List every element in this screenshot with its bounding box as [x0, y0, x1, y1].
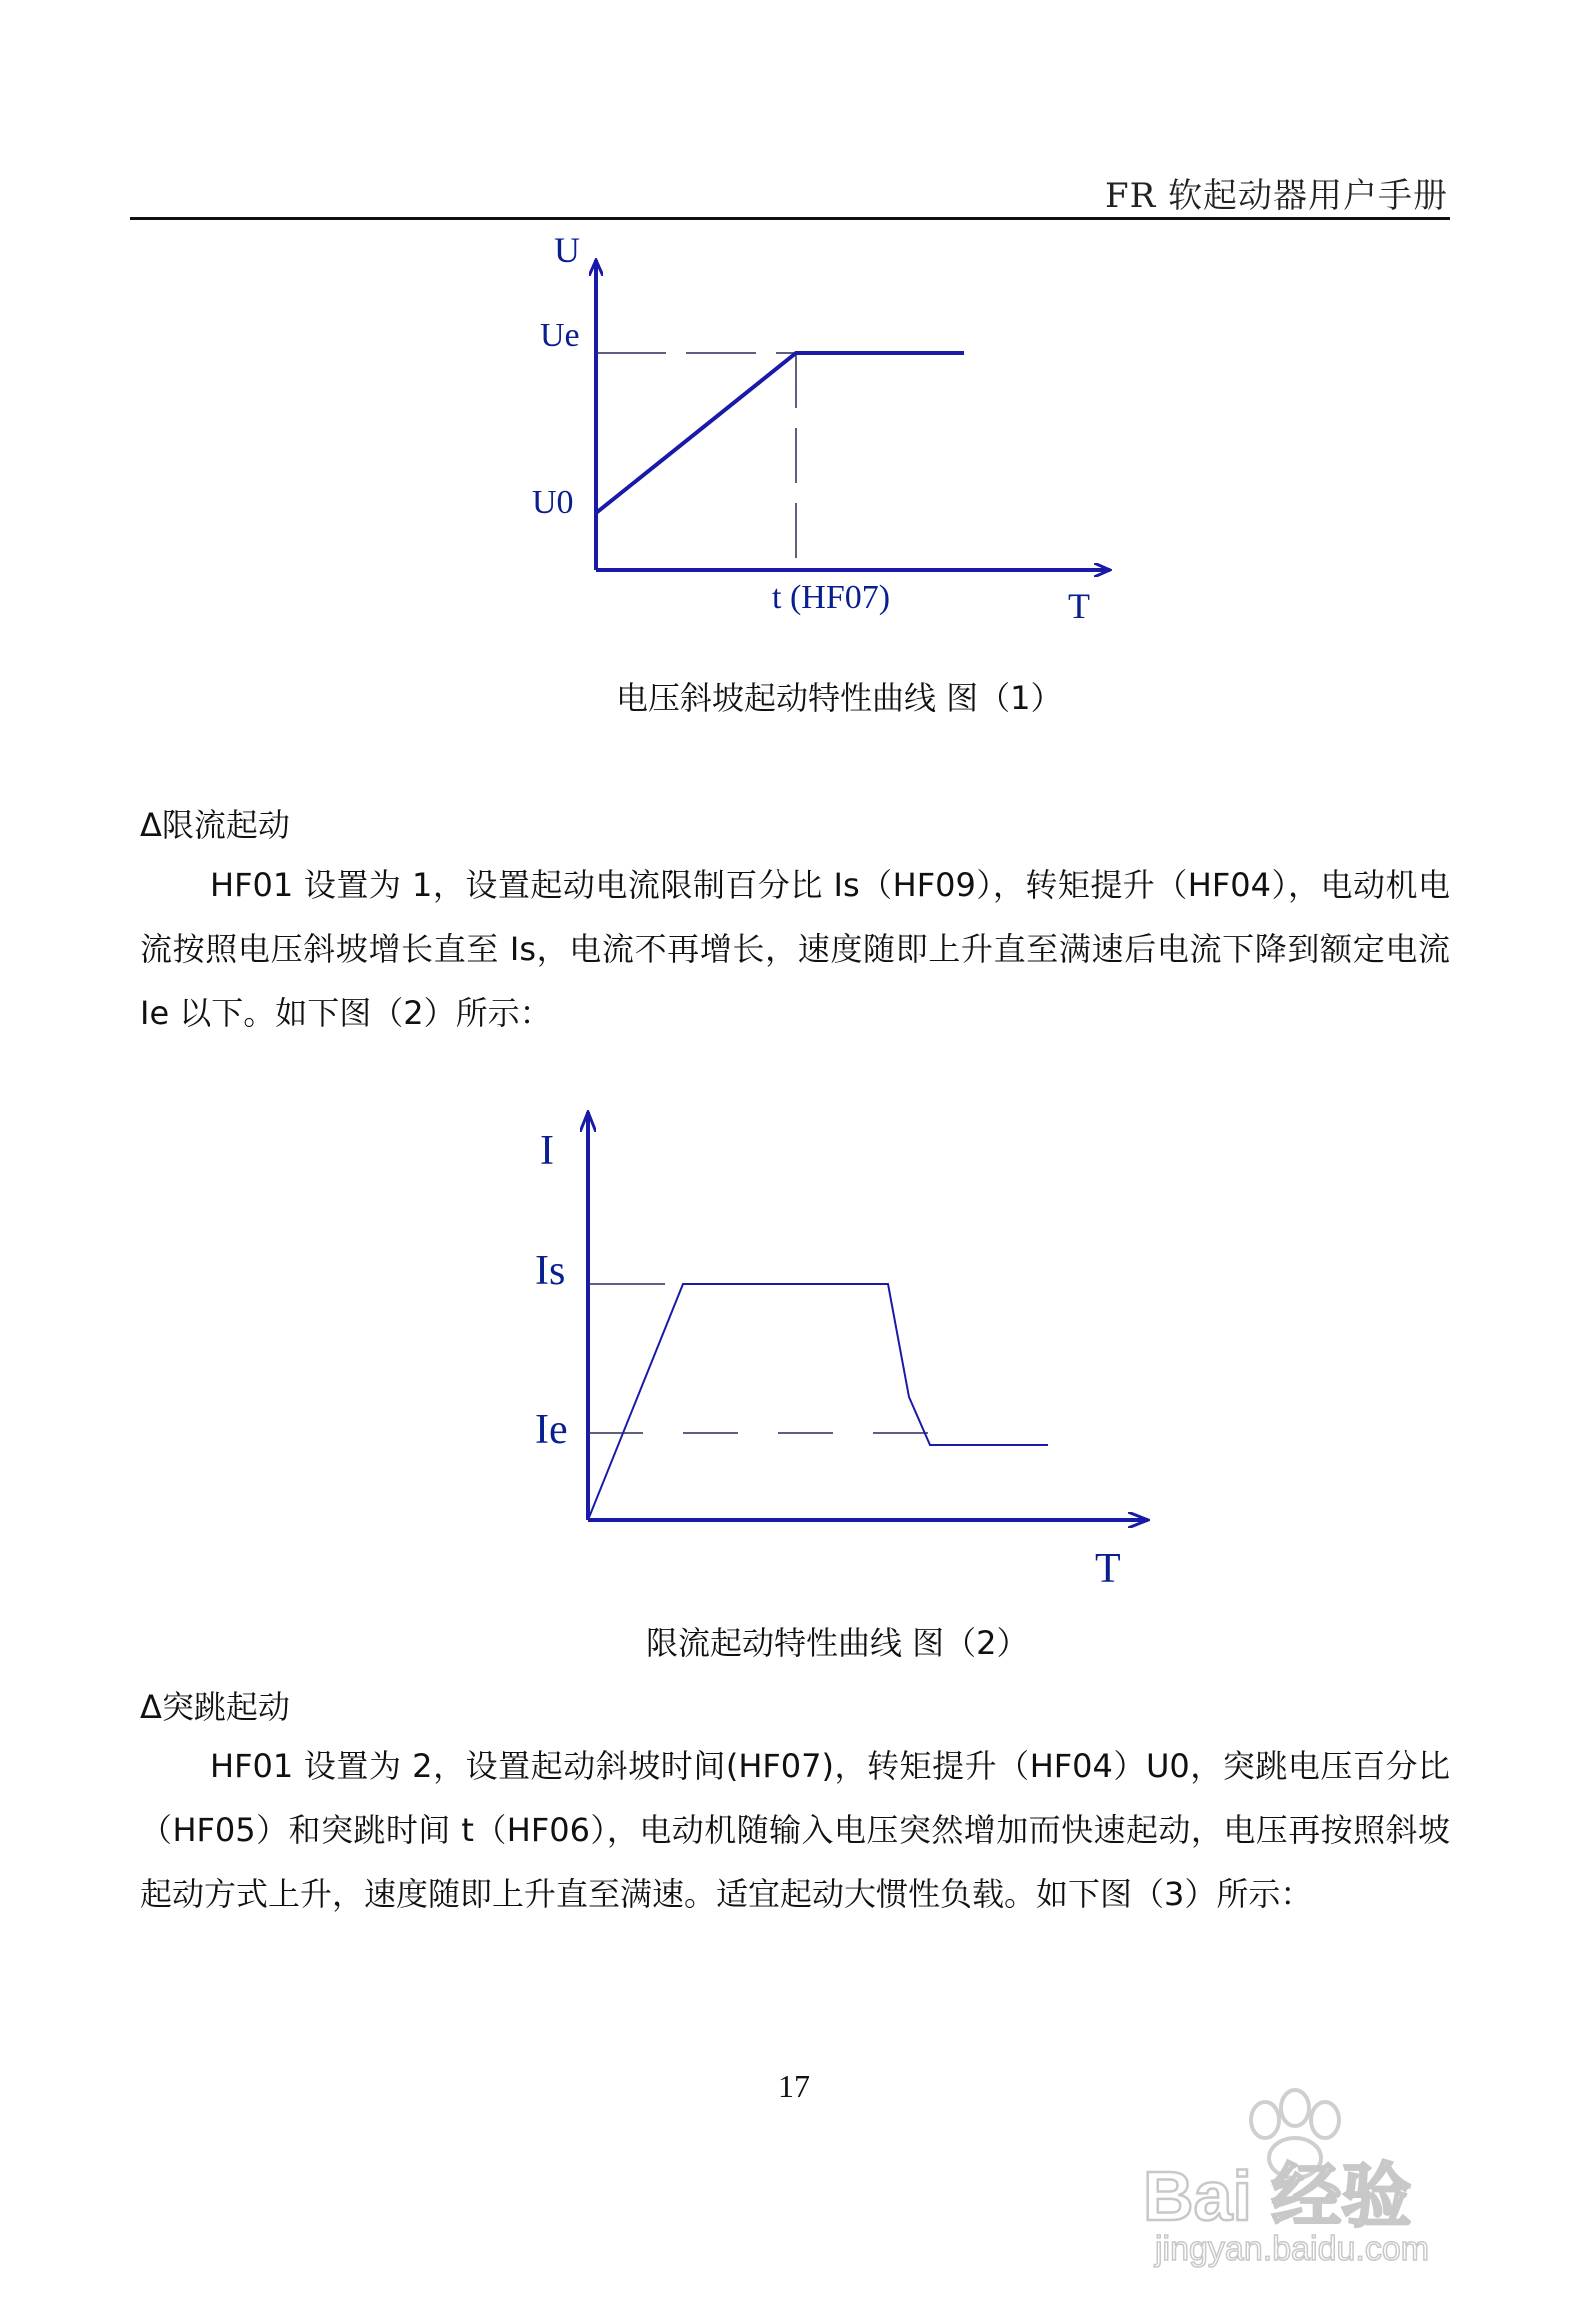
figure2-is-label: Is — [535, 1248, 566, 1294]
figure2-current-curve — [588, 1284, 1048, 1520]
figure1-chart — [500, 230, 1140, 640]
section-kick-start-paragraph: HF01 设置为 2，设置起动斜坡时间(HF07)，转矩提升（HF04）U0，突跳电压百分比（HF05）和突跳时间 t（HF06），电动机随输入电压突然增加而快速起动，电压再按照斜坡起动方式上升，速度随即上升直至满速。适宜起动大惯性负载。如下图（3）所示： — [140, 1747, 1450, 1913]
header-title: FR 软起动器用户手册 — [1105, 176, 1448, 216]
figure1-u0-label: U0 — [532, 484, 574, 521]
figure2-x-label: T — [1095, 1546, 1121, 1592]
figure1-x-label: T — [1068, 586, 1090, 626]
section-current-limit-title: Δ限流起动 — [140, 806, 290, 844]
watermark-brand: Bai 经验 — [1143, 2157, 1412, 2235]
figure1-t-label: t (HF07) — [772, 579, 891, 616]
header-rule — [130, 217, 1450, 220]
section-current-limit-paragraph: HF01 设置为 1，设置起动电流限制百分比 Is（HF09），转矩提升（HF04），电动机电流按照电压斜坡增长直至 Is，电流不再增长，速度随即上升直至满速后电流下降到额定电流 Ie 以下。如下图（2）所示： — [140, 866, 1450, 1032]
figure2-y-label: I — [540, 1128, 554, 1174]
figure1-voltage-curve — [596, 353, 964, 513]
section-kick-start-title: Δ突跳起动 — [140, 1688, 290, 1726]
figure1-ue-label: Ue — [540, 317, 580, 354]
figure2-ie-label: Ie — [535, 1407, 568, 1453]
figure1-y-label: U — [554, 230, 580, 270]
watermark-url: jingyan.baidu.com — [1155, 2230, 1430, 2268]
figure1-caption: 电压斜坡起动特性曲线 图（1） — [616, 679, 1063, 717]
figure2-caption: 限流起动特性曲线 图（2） — [646, 1624, 1029, 1662]
figure2-chart — [520, 1100, 1180, 1600]
baidu-jingyan-watermark — [1135, 2070, 1515, 2270]
page-number: 17 — [778, 2068, 810, 2104]
